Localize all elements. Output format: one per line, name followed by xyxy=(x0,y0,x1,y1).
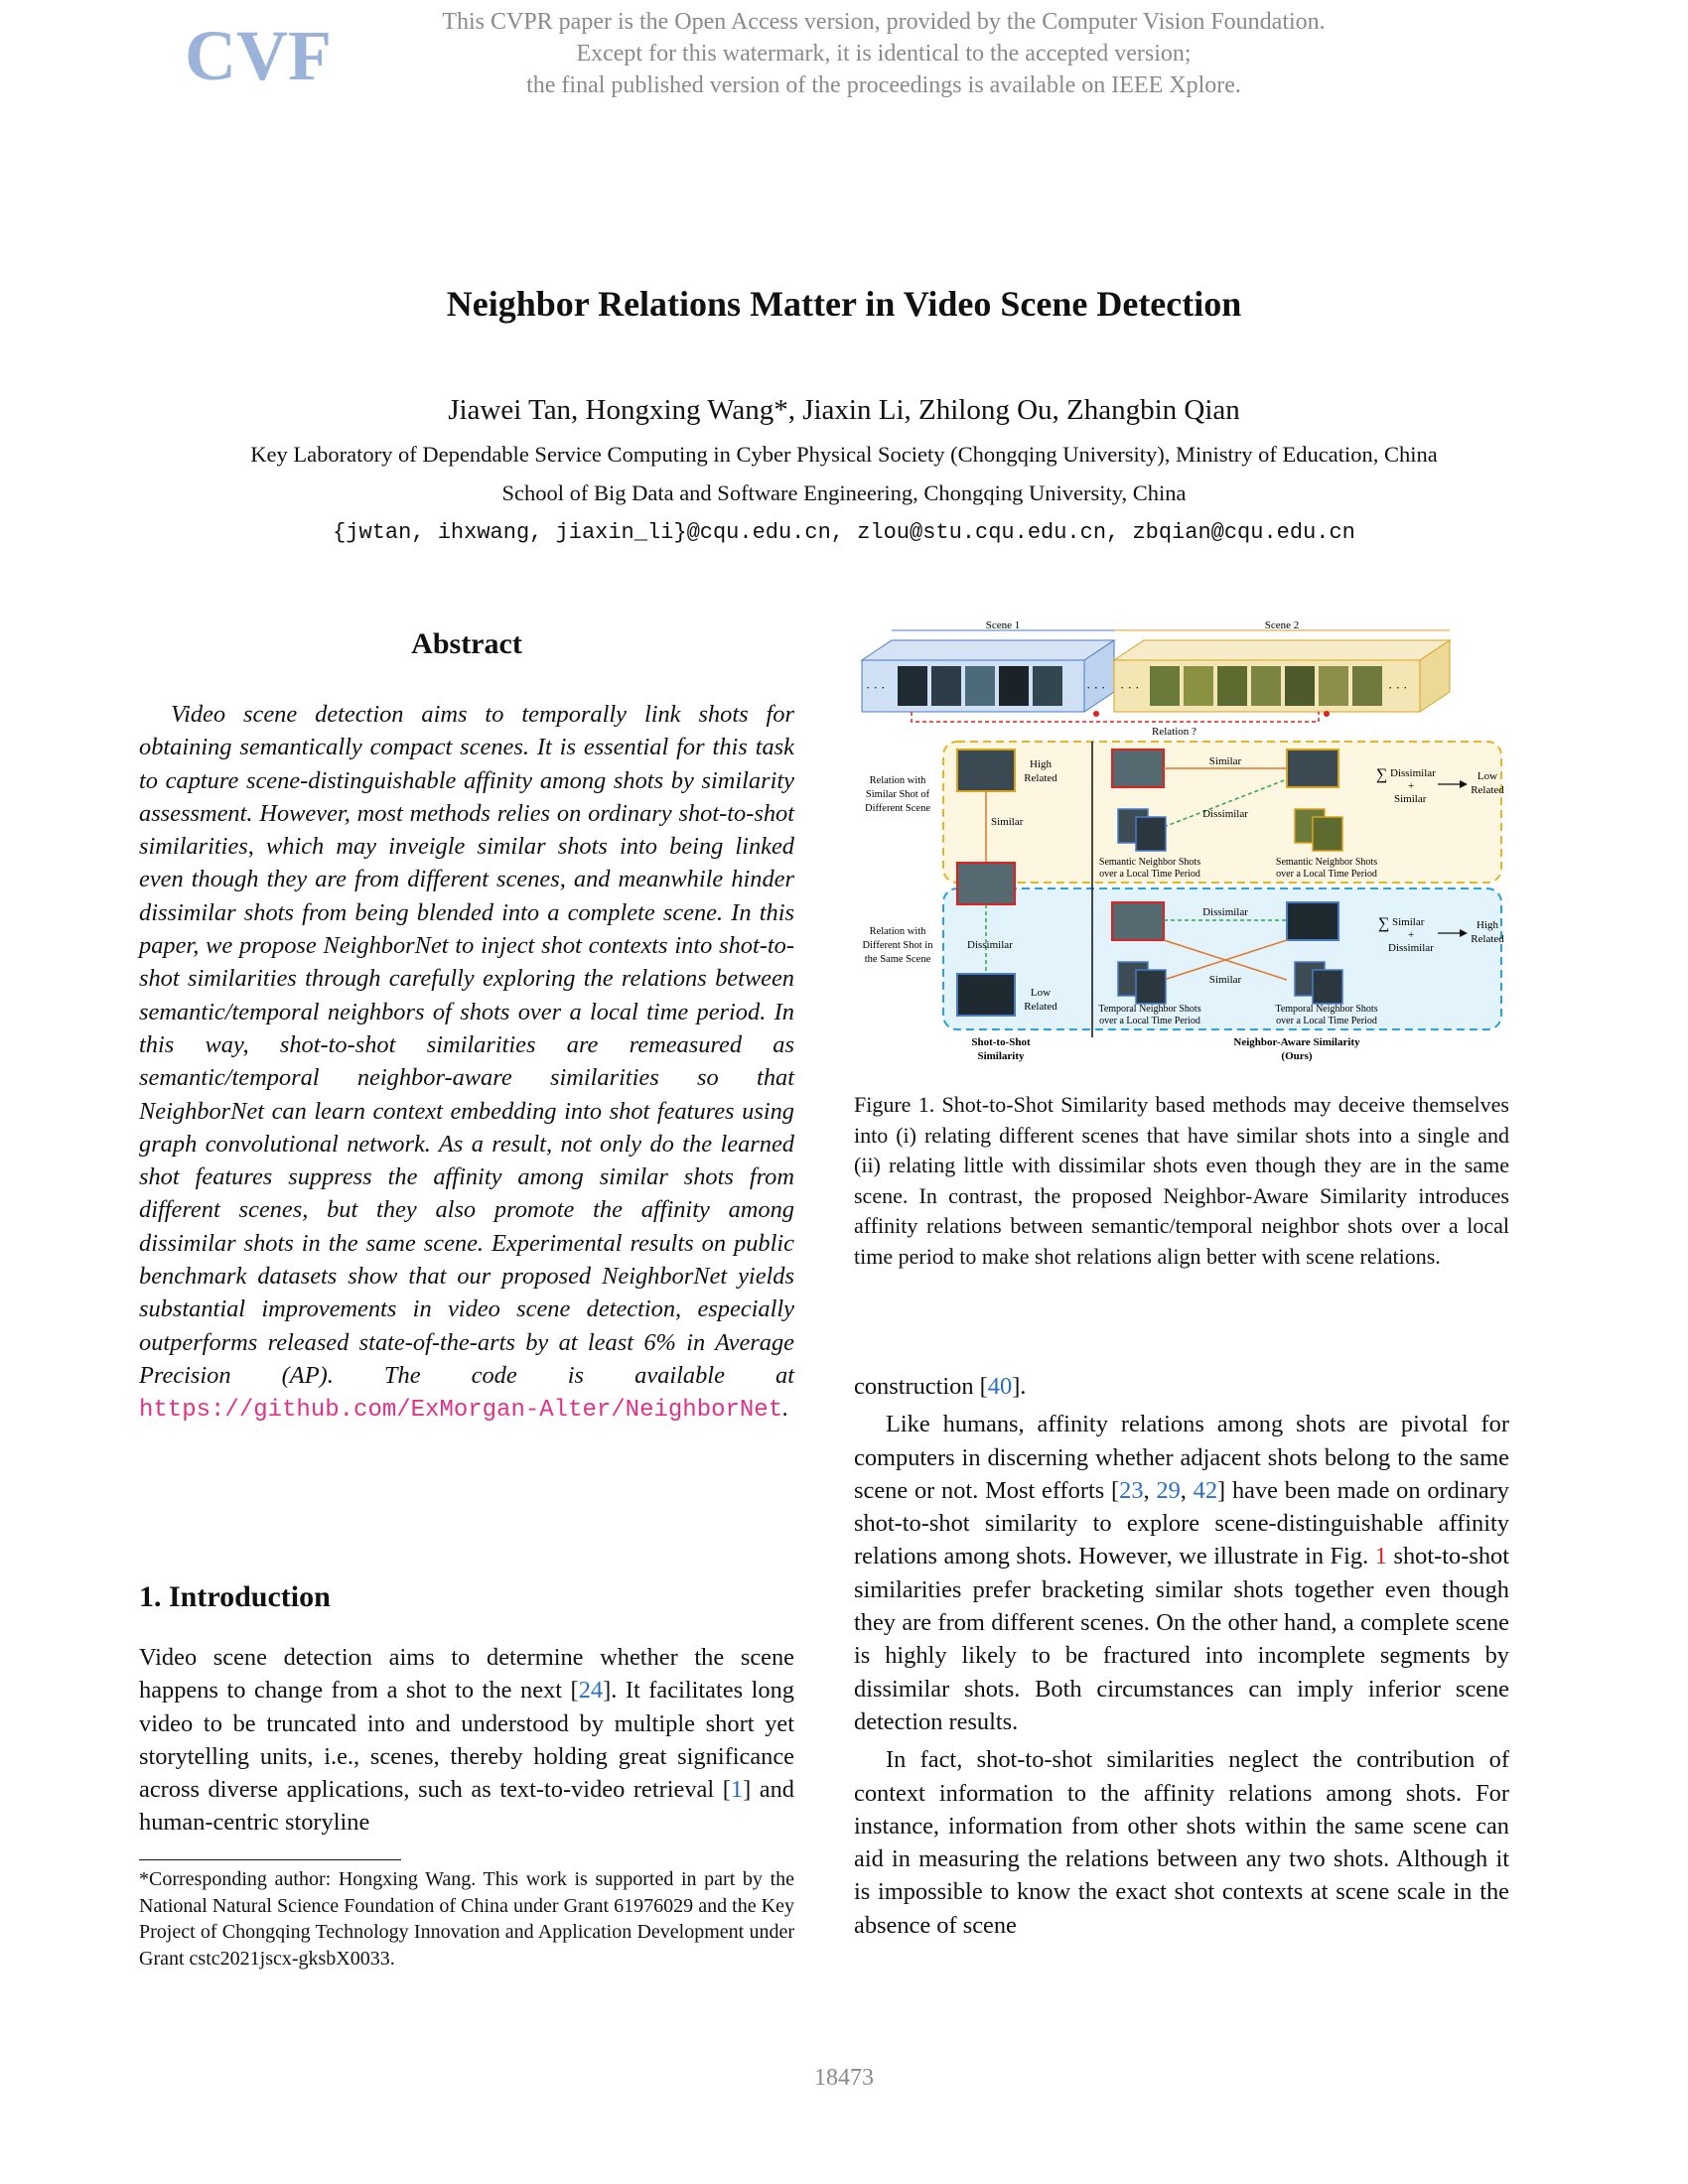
similar-label: Similar xyxy=(991,816,1024,828)
neighbor-aware-title: (Ours) xyxy=(1281,1050,1313,1062)
temporal-neighbor-label: over a Local Time Period xyxy=(1276,1016,1377,1026)
similar-label: Similar xyxy=(1208,974,1242,986)
right-column-body xyxy=(854,1370,1509,1942)
intro-text: ] and human-centric storyline xyxy=(139,1776,794,1837)
neighbor-aware-title: Neighbor-Aware Similarity xyxy=(1233,1036,1360,1048)
scene-2-label: Scene 2 xyxy=(1264,619,1300,631)
intro-text: Like humans, affinity relations among shots are pivotal for computers in discerning whether adjacent shots belong to the same scene or not. Most efforts [ xyxy=(854,1411,1509,1504)
intro-text: ]. It facilitates long video to be truncated into and understood by multiple short yet storytelling units, i.e., scenes, thereby holding great significance across diverse applications, such as text-to-video retrieval [ xyxy=(139,1677,795,1804)
row-2-label: Different Shot in xyxy=(862,940,933,951)
plus-symbol: + xyxy=(1408,780,1415,792)
related-label: Related xyxy=(1024,1001,1057,1013)
intro-text: , xyxy=(1180,1476,1194,1504)
filmstrip-ellipsis: · · · xyxy=(866,680,886,695)
shot-to-shot-title: Similarity xyxy=(977,1050,1025,1062)
figure-1-caption: Figure 1. Shot-to-Shot Similarity based methods may deceive themselves into (i) relating different scenes that have similar shots into a single and (ii) relating little with dissimilar shots even though they are in the same scene. In contrast, the proposed Neighbor-Aware Similarity introduces affinity relations between semantic/temporal neighbor shots over a local time period to make shot relations align better with scene relations. xyxy=(854,1092,1509,1269)
similar-label: Similar xyxy=(1208,755,1242,767)
related-label: Related xyxy=(1471,933,1504,945)
low-label: Low xyxy=(1030,987,1052,999)
plus-symbol: + xyxy=(1408,929,1415,941)
page-number: 18473 xyxy=(814,2065,874,2091)
citation-link[interactable]: 1 xyxy=(730,1776,744,1804)
scene-1-label: Scene 1 xyxy=(985,619,1021,631)
watermark-line: This CVPR paper is the Open Access version, provided by the Computer Vision Foundation. xyxy=(442,9,1326,35)
citation-link[interactable]: 40 xyxy=(987,1373,1013,1400)
abstract-heading: Abstract xyxy=(411,627,522,660)
intro-text: In fact, shot-to-shot similarities neglect the contribution of context information to the affinity relations among shots. For instance, information from other shots within the same scene can aid in measuring the relations between any two shots. Although it is impossible to know the exact shot contexts at scene scale in the absence of scene xyxy=(854,1746,1509,1939)
paper-title: Neighbor Relations Matter in Video Scene Detection xyxy=(446,284,1242,324)
citation-link[interactable]: 24 xyxy=(578,1677,604,1705)
figure-reference-link[interactable]: 1 xyxy=(1374,1543,1387,1570)
dissimilar-label: Dissimilar xyxy=(1390,767,1436,779)
low-label: Low xyxy=(1477,770,1498,782)
open-access-watermark xyxy=(298,6,1470,101)
related-label: Related xyxy=(1471,784,1504,796)
similar-label: Similar xyxy=(1392,916,1425,928)
corresponding-author-footnote: *Corresponding author: Hongxing Wang. This work is supported in part by the National Natural Science Foundation of China under Grant 61976029 and the Key Project of Chongqing Technology Innovation and Application Development under Grant cstc2021jscx-gksbX0033. xyxy=(139,1868,794,1971)
intro-text: , xyxy=(1143,1476,1157,1504)
intro-text: Video scene detection aims to determine whether the scene happens to change from a shot to the next [ xyxy=(139,1644,794,1705)
dissimilar-label: Dissimilar xyxy=(1388,942,1434,954)
intro-text: ]. xyxy=(1012,1373,1027,1400)
related-label: Related xyxy=(1024,772,1057,784)
semantic-neighbor-label: over a Local Time Period xyxy=(1099,869,1200,880)
video-filmstrip xyxy=(862,619,1450,738)
row-2-label: the Same Scene xyxy=(864,954,931,965)
row-1-label: Similar Shot of xyxy=(865,789,930,800)
semantic-neighbor-label: Semantic Neighbor Shots xyxy=(1098,857,1201,868)
temporal-neighbor-label: Temporal Neighbor Shots xyxy=(1275,1004,1378,1015)
affiliation-line: School of Big Data and Software Engineering, Chongqing University, China xyxy=(501,480,1187,505)
intro-text: ] have been made on ordinary shot-to-shot similarity to explore scene-distinguishable affinity relations among shots. However, we illustrate in Fig. xyxy=(854,1476,1509,1570)
semantic-neighbor-label: over a Local Time Period xyxy=(1276,869,1377,880)
affiliation-line: Key Laboratory of Dependable Service Computing in Cyber Physical Society (Chongqing University), Ministry of Education, China xyxy=(250,442,1438,467)
introduction-heading: 1. Introduction xyxy=(139,1580,331,1613)
row-1-label: Different Scene xyxy=(865,803,930,814)
citation-link[interactable]: 23 xyxy=(1119,1476,1144,1504)
author-list: Jiawei Tan, Hongxing Wang*, Jiaxin Li, Zhilong Ou, Zhangbin Qian xyxy=(448,394,1240,426)
dissimilar-label: Dissimilar xyxy=(1202,906,1248,918)
introduction-body xyxy=(139,1641,794,1840)
abstract-end: . xyxy=(782,1395,789,1423)
high-label: High xyxy=(1030,758,1052,770)
intro-text: construction [ xyxy=(854,1373,988,1400)
filmstrip-ellipsis: · · · xyxy=(1120,680,1140,695)
sum-symbol: ∑ xyxy=(1378,915,1390,932)
sum-symbol: ∑ xyxy=(1376,766,1388,783)
watermark-line: Except for this watermark, it is identical to the accepted version; xyxy=(576,41,1192,67)
citation-link[interactable]: 42 xyxy=(1193,1476,1218,1504)
dissimilar-label: Dissimilar xyxy=(967,939,1013,951)
dissimilar-label: Dissimilar xyxy=(1202,808,1248,820)
high-label: High xyxy=(1477,919,1498,931)
cvf-logo xyxy=(185,16,332,95)
cvf-logo-text: CVF xyxy=(185,16,332,95)
filmstrip-ellipsis: · · · xyxy=(1086,680,1106,695)
semantic-neighbor-label: Semantic Neighbor Shots xyxy=(1275,857,1378,868)
relation-question: Relation ? xyxy=(1152,726,1196,738)
author-emails: {jwtan, ihxwang, jiaxin_li}@cqu.edu.cn, zlou@stu.cqu.edu.cn, zbqian@cqu.edu.cn xyxy=(333,520,1355,545)
row-1-label: Relation with xyxy=(869,775,926,786)
watermark-line: the final published version of the proceedings is available on IEEE Xplore. xyxy=(526,72,1241,98)
temporal-neighbor-label: over a Local Time Period xyxy=(1099,1016,1200,1026)
shot-to-shot-title: Shot-to-Shot xyxy=(971,1036,1031,1048)
intro-text: shot-to-shot similarities prefer bracketing similar shots together even though they are from different scenes. On the other hand, a complete scene is highly likely to be fractured into incomplete segments by dissimilar shots. Both circumstances can imply inferior scene detection results. xyxy=(854,1543,1509,1735)
row-2-label: Relation with xyxy=(869,926,926,937)
figure-1 xyxy=(852,620,1515,1077)
footnote-divider xyxy=(139,1859,401,1860)
abstract-body xyxy=(139,698,794,1428)
code-link[interactable]: https://github.com/ExMorgan-Alter/NeighborNet xyxy=(139,1397,783,1425)
temporal-neighbor-label: Temporal Neighbor Shots xyxy=(1098,1004,1201,1015)
abstract-text: Video scene detection aims to temporally link shots for obtaining semantically compact scenes. It is essential for this task to capture scene-distinguishable affinity among shots by similarity assessment. However, most methods relies on ordinary shot-to-shot similarities, which may inveigle similar shots into being linked even though they are from different scenes, and meanwhile hinder dissimilar shots from being blended into a complete scene. In this paper, we propose NeighborNet to inject shot contexts into shot-to-shot similarities through carefully exploring the relations between semantic/temporal neighbors of shots over a local time period. In this way, shot-to-shot similarities are remeasured as semantic/temporal neighbor-aware similarities so that NeighborNet can learn context embedding into shot features using graph convolutional network. As a result, not only do the learned shot features suppress the affinity among similar shots from different scenes, but they also promote the affinity among dissimilar shots in the same scene. Experimental results on public benchmark datasets show that our proposed NeighborNet yields substantial improvements in video scene detection, especially outperforms released state-of-the-arts by at least 6% in Average Precision (AP). The code is available at xyxy=(139,701,794,1389)
similar-label: Similar xyxy=(1394,793,1427,805)
filmstrip-ellipsis: · · · xyxy=(1388,680,1408,695)
citation-link[interactable]: 29 xyxy=(1156,1476,1181,1504)
